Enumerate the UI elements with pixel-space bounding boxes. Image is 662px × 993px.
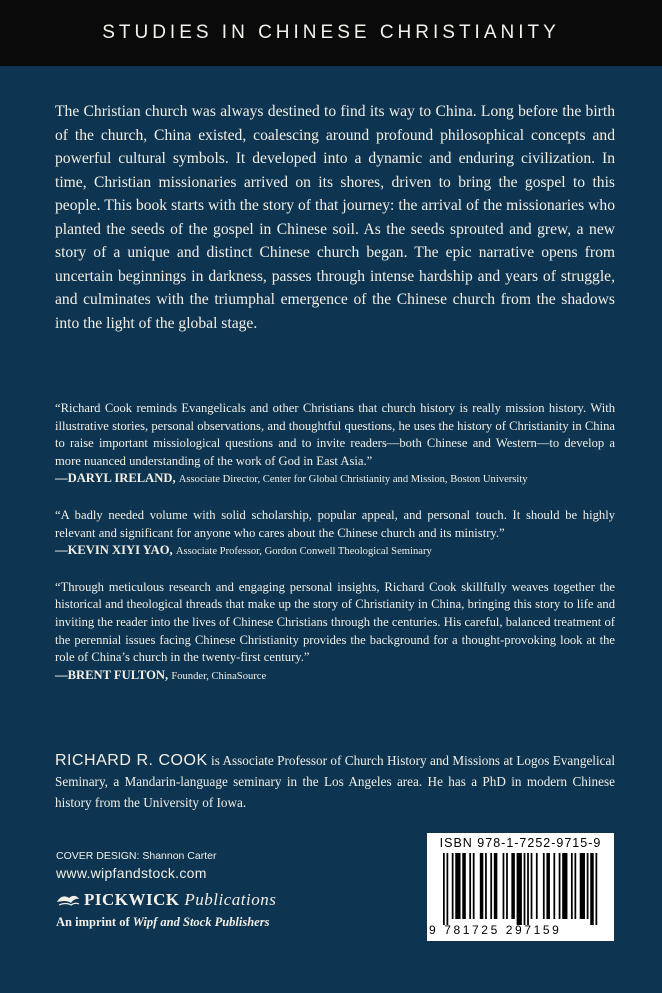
barcode-bar <box>580 853 585 919</box>
endorsement-text: “Through meticulous research and engaging personal insights, Richard Cook skillfully weaves together the historical and theological threads that make up the story of Christianity in China, bringing this story to life and inviting the reader into the lives of Chinese Christians through the centuries. His careful, balanced treatment of the perennial issues facing Chinese Christianity provides the background for a thought-provoking look at the role of China’s church in the twenty-first century.” <box>55 579 615 665</box>
author-name: RICHARD R. COOK <box>55 752 208 769</box>
barcode-bar <box>503 853 505 919</box>
barcode-bar <box>574 853 576 919</box>
barcode-bar <box>462 853 466 919</box>
series-header-bar <box>0 0 662 66</box>
isbn-label: ISBN 978-1-7252-9715-9 <box>439 836 602 850</box>
barcode-bar <box>455 853 460 919</box>
endorsement <box>55 400 615 489</box>
barcode-bar <box>590 853 594 925</box>
imprint-prefix: An imprint of <box>56 915 133 929</box>
barcode-bar <box>506 853 508 919</box>
barcode-bar <box>494 853 498 919</box>
barcode-panel <box>427 833 614 941</box>
barcode-bar <box>543 853 545 919</box>
barcode-digits: 9 781725 297159 <box>429 923 562 937</box>
barcode-bar <box>553 853 555 919</box>
barcode-bar <box>587 853 589 919</box>
imprint-name: Wipf and Stock Publishers <box>132 915 270 929</box>
endorser-name: —DARYL IRELAND, <box>55 471 176 486</box>
publisher-brand <box>56 890 276 910</box>
barcode-bar <box>527 853 529 925</box>
author-bio-text: is Associate Professor of Church History and Missions at Logos Evangelical Seminary, a Mandarin-language seminary in the Los Angeles area. He has a PhD in modern Chinese history from the University of Iowa. <box>55 753 615 810</box>
barcode-bar <box>443 853 445 925</box>
pickwick-logo-icon <box>56 892 80 909</box>
endorser-role: Associate Professor, Gordon Conwell Theological Seminary <box>175 546 432 558</box>
endorsement-text: “Richard Cook reminds Evangelicals and other Christians that church history is really mission history. With illustrative stories, personal observations, and thoughtful questions, he uses the history of Christianity in China to raise important missiological questions and to invite readers—both Chinese and Western—to develop a more nuanced understanding of the work of God in East Asia.” <box>55 401 615 468</box>
barcode-bar <box>485 853 487 919</box>
author-bio <box>55 750 615 813</box>
barcode-bar <box>595 853 597 925</box>
endorser-name: —KEVIN XIYI YAO, <box>55 543 173 558</box>
book-description: The Christian church was always destined to find its way to China. Long before the birth of the church, China existed, coalescing around profound philosophical concepts and powerful cultural symbols. It developed into a dynamic and enduring civilization. In time, Christian missionaries arrived on its shores, driven to bring the gospel to this people. This book starts with the story of that journey: the arrival of the missionaries who planted the seeds of the gospel in Chinese soil. As the seeds sprouted and grew, a new story of a unique and distinct Chinese church began. The epic narrative opens from uncertain beginnings in darkness, passes through intense hardship and years of struggle, and culminates with the triumphal emergence of the Chinese church from the shadows into the light of the global stage. <box>55 103 615 332</box>
publisher-name-suffix: Publications <box>184 890 277 909</box>
barcode-bar <box>511 853 515 919</box>
endorser-name: —BRENT FULTON, <box>55 667 169 682</box>
barcode-bar <box>447 853 449 925</box>
endorsement <box>55 579 615 686</box>
series-title: STUDIES IN CHINESE CHRISTIANITY <box>102 22 560 43</box>
cover-design-credit: COVER DESIGN: Shannon Carter <box>56 850 217 862</box>
barcode-bar <box>546 853 550 919</box>
endorser-role: Associate Director, Center for Global Christianity and Mission, Boston University <box>178 474 528 486</box>
barcode-bar <box>517 853 522 925</box>
barcode-bar <box>490 853 492 919</box>
barcode-bar <box>480 853 484 919</box>
barcode-image <box>441 853 601 925</box>
imprint-line <box>56 915 269 930</box>
endorsement-text: “A badly needed volume with solid scholarship, popular appeal, and personal touch. It should be highly relevant and significant for anyone who cares about the Chinese church and its ministry.” <box>55 507 615 540</box>
barcode-bar <box>559 853 561 919</box>
barcode-bar <box>531 853 533 919</box>
publisher-name <box>84 890 276 910</box>
endorsement-attribution <box>55 542 615 561</box>
endorsement-attribution <box>55 470 615 489</box>
barcode-bar <box>562 853 567 919</box>
publisher-name-main: PICKWICK <box>84 890 180 909</box>
barcode-bar <box>571 853 573 919</box>
barcode-bar <box>452 853 454 919</box>
publisher-website: www.wipfandstock.com <box>56 865 207 881</box>
barcode-bar <box>536 853 538 919</box>
endorser-role: Founder, ChinaSource <box>171 670 267 682</box>
endorsement <box>55 507 615 561</box>
endorsements <box>55 400 615 703</box>
barcode-bar <box>524 853 526 925</box>
barcode-bar <box>469 853 471 919</box>
barcode-bar <box>473 853 475 919</box>
endorsement-attribution <box>55 667 615 686</box>
